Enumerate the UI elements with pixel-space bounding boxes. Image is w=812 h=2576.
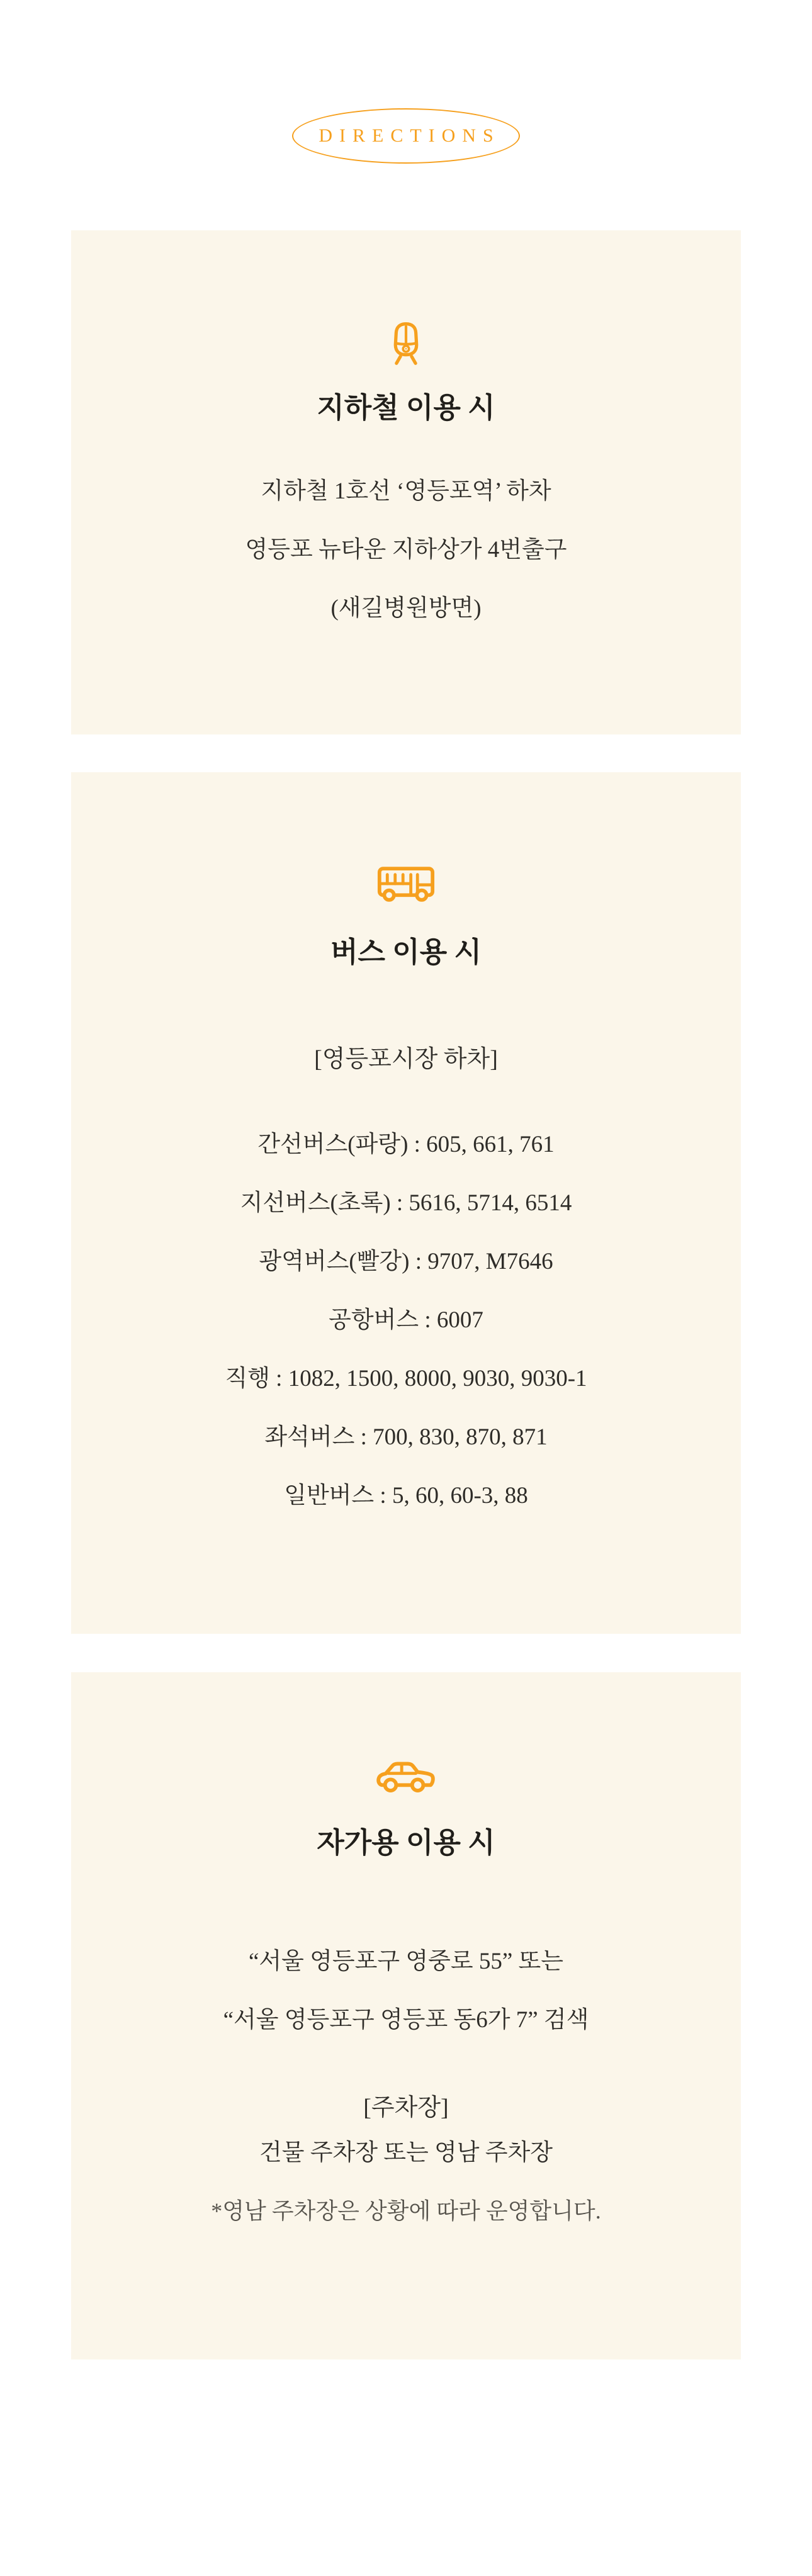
bus-route-line: 공항버스 : 6007 bbox=[329, 1307, 483, 1333]
bus-route-line: 일반버스 : 5, 60, 60-3, 88 bbox=[284, 1483, 528, 1509]
bus-route-line: 광역버스(빨강) : 9707, M7646 bbox=[259, 1249, 553, 1274]
car-search-line: “서울 영등포구 영등포 동6가 7” 검색 bbox=[223, 2007, 589, 2033]
subway-directions-card bbox=[71, 230, 741, 734]
parking-line: 건물 주차장 또는 영남 주차장 bbox=[259, 2140, 553, 2166]
bus-card-title: 버스 이용 시 bbox=[330, 936, 482, 968]
bus-route-line: 좌석버스 : 700, 830, 870, 871 bbox=[264, 1424, 548, 1450]
bus-route-line: 간선버스(파랑) : 605, 661, 761 bbox=[257, 1132, 555, 1157]
subway-card-body bbox=[71, 462, 741, 638]
bus-stop-heading: [영등포시장 하차] bbox=[314, 1046, 498, 1072]
car-card-body bbox=[71, 1932, 741, 2049]
subway-icon bbox=[71, 318, 741, 370]
car-icon bbox=[71, 1760, 741, 1795]
subway-line: 지하철 1호선 ‘영등포역’ 하차 bbox=[261, 478, 551, 504]
bus-directions-card bbox=[71, 772, 741, 1634]
bus-icon bbox=[71, 865, 741, 903]
parking-footnote: *영남 주차장은 상황에 따라 운영합니다. bbox=[211, 2198, 601, 2224]
subway-line: 영등포 뉴타운 지하상가 4번출구 bbox=[245, 537, 567, 563]
bus-route-line: 직행 : 1082, 1500, 8000, 9030, 9030-1 bbox=[225, 1366, 587, 1392]
directions-badge bbox=[292, 108, 520, 164]
car-directions-card bbox=[71, 1672, 741, 2359]
subway-line: (새길병원방면) bbox=[330, 595, 482, 621]
subway-card-title: 지하철 이용 시 bbox=[317, 392, 495, 424]
parking-heading: [주차장] bbox=[363, 2095, 449, 2121]
bus-card-body bbox=[71, 1115, 741, 1525]
car-search-line: “서울 영등포구 영중로 55” 또는 bbox=[248, 1949, 563, 1974]
bus-route-line: 지선버스(초록) : 5616, 5714, 6514 bbox=[240, 1190, 572, 1216]
car-card-title: 자가용 이용 시 bbox=[317, 1827, 495, 1859]
directions-badge-label: DIRECTIONS bbox=[319, 125, 500, 146]
